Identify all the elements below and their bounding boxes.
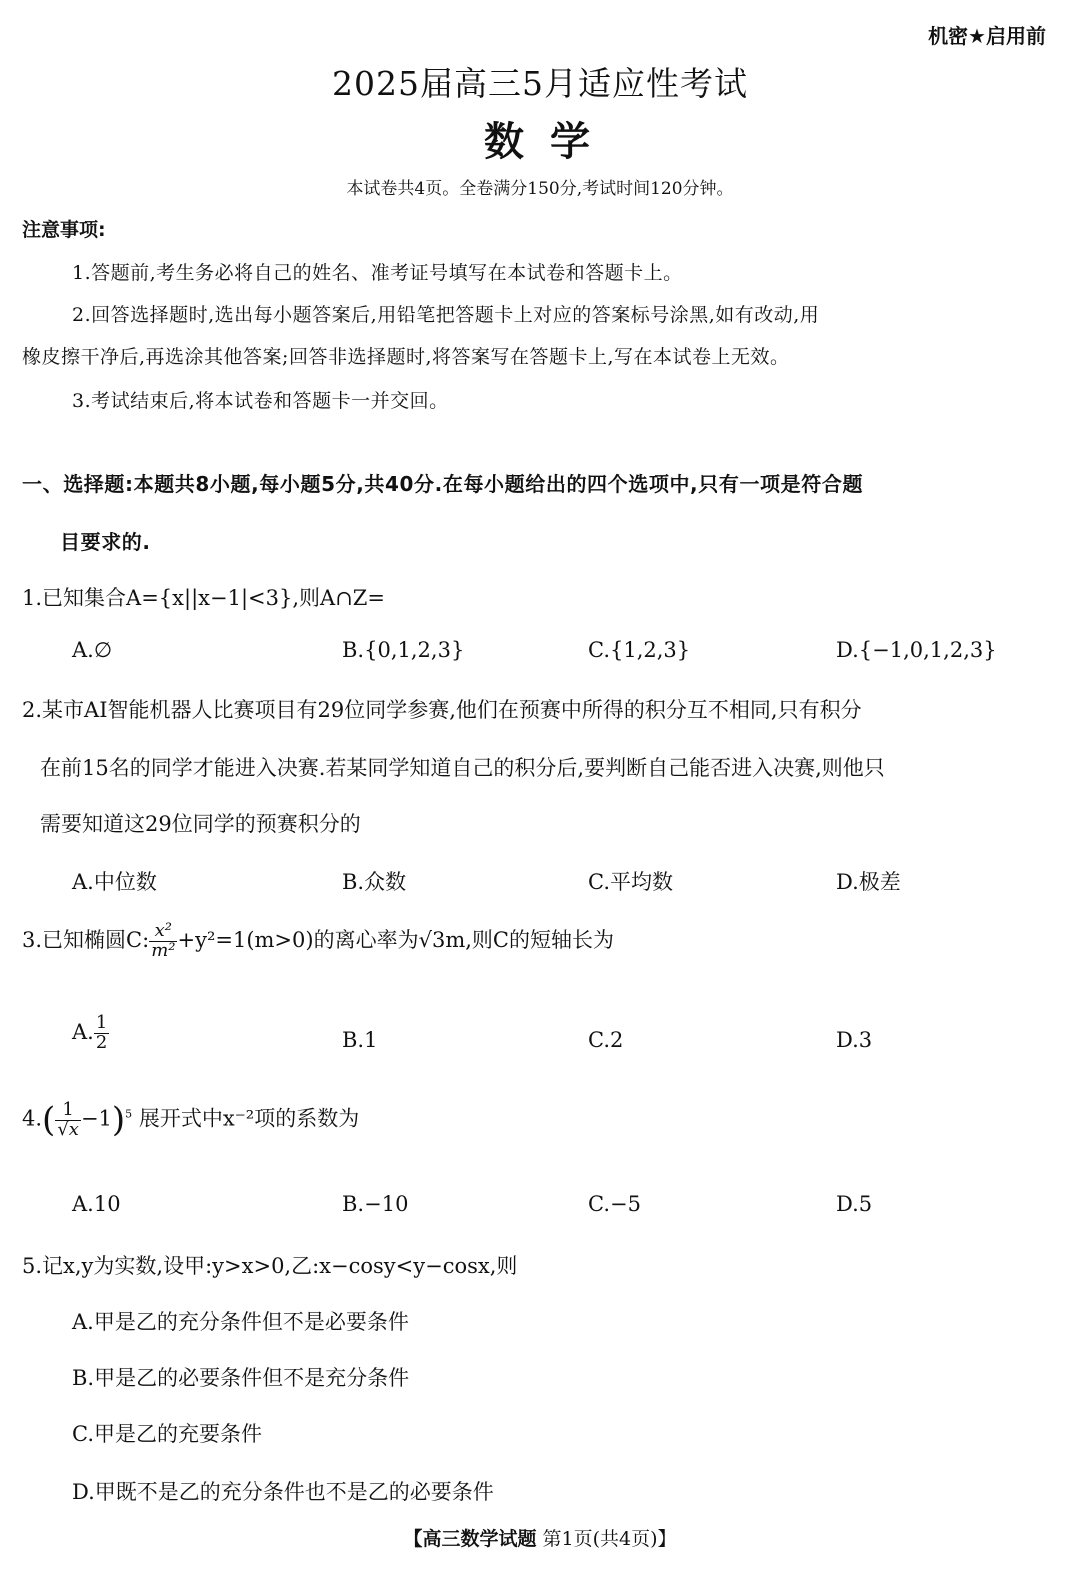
notes-heading: 注意事项: [22,219,106,241]
note-item-2-line-1: 2.回答选择题时,选出每小题答案后,用铅笔把答题卡上对应的答案标号涂黑,如有改动,用 [72,304,820,326]
question-4-option-d: D.5 [836,1192,873,1216]
question-4-option-c: C.−5 [588,1192,641,1216]
page-footer [0,1524,1080,1551]
question-3-stem [22,922,614,961]
question-5-option-a: A.甲是乙的充分条件但不是必要条件 [72,1310,409,1334]
footer-title: 【高三数学试题 [403,1528,537,1550]
confidential-mark: 机密★启用前 [928,24,1046,48]
question-5-option-d: D.甲既不是乙的充分条件也不是乙的必要条件 [72,1480,494,1504]
question-3-option-b: B.1 [342,1028,378,1052]
question-4-option-a: A.10 [72,1192,121,1216]
question-4-close-paren: ) [111,1100,126,1140]
question-4-suffix: 展开式中x⁻²项的系数为 [138,1106,360,1131]
question-4-inner-tail: −1 [80,1106,112,1131]
question-3-option-c: C.2 [588,1028,624,1052]
note-item-1: 1.答题前,考生务必将自己的姓名、准考证号填写在本试卷和答题卡上。 [72,262,683,284]
question-4-option-b: B.−10 [342,1192,409,1216]
question-4-fraction [55,1098,81,1140]
question-3-option-a-fraction [94,1014,109,1053]
question-4-prefix: 4. [22,1106,43,1131]
note-item-2-line-2: 橡皮擦干净后,再选涂其他答案;回答非选择题时,将答案写在答题卡上,写在本试卷上无效。 [22,346,790,368]
question-4-open-paren: ( [42,1100,56,1140]
question-3-suffix: +y²=1(m>0)的离心率为√3m,则C的短轴长为 [177,927,614,952]
question-3-option-a-den: 2 [95,1031,108,1053]
question-4-stem [22,1100,359,1140]
section-heading-line-2: 目要求的. [60,530,151,554]
question-4-frac-num: 1 [55,1101,81,1121]
question-2-line-2: 在前15名的同学才能进入决赛.若某同学知道自己的积分后,要判断自己能否进入决赛,则他只 [40,756,885,780]
question-2-option-d: D.极差 [836,870,901,894]
question-5-option-b: B.甲是乙的必要条件但不是充分条件 [72,1366,410,1390]
question-3-fraction [149,922,177,961]
question-2-option-b: B.众数 [342,870,407,894]
question-3-option-a-num: 1 [95,1012,108,1033]
question-1-option-c: C.{1,2,3} [588,638,691,662]
question-1-option-b: B.{0,1,2,3} [342,638,465,662]
question-3-option-a-prefix: A. [72,1019,94,1044]
question-4-frac-den: √x [57,1118,79,1140]
question-5-option-c: C.甲是乙的充要条件 [72,1422,262,1446]
question-5-stem: 5.记x,y为实数,设甲:y>x>0,乙:x−cosy<y−cosx,则 [22,1254,518,1278]
question-3-frac-den: m² [151,939,176,961]
paper-info: 本试卷共4页。全卷满分150分,考试时间120分钟。 [346,179,734,199]
question-2-line-1: 2.某市AI智能机器人比赛项目有29位同学参赛,他们在预赛中所得的积分互不相同,只有积分 [22,698,862,722]
question-2-line-3: 需要知道这29位同学的预赛积分的 [40,812,361,836]
subject-title: 数 学 [484,119,596,165]
note-item-3: 3.考试结束后,将本试卷和答题卡一并交回。 [72,390,449,412]
question-3-frac-num: x² [149,922,177,942]
question-2-option-c: C.平均数 [588,870,673,894]
footer-page-number: 第1页(共4页)】 [542,1528,677,1550]
question-1-option-a: A.∅ [72,638,113,662]
question-1-option-d: D.{−1,0,1,2,3} [836,638,997,662]
question-3-option-d: D.3 [836,1028,873,1052]
section-heading-line-1: 一、选择题:本题共8小题,每小题5分,共40分.在每小题给出的四个选项中,只有一项是符合题 [22,472,864,496]
exam-title: 2025届高三5月适应性考试 [332,64,748,103]
question-4-exponent: 5 [125,1107,133,1121]
question-1-stem: 1.已知集合A={x||x−1|<3},则A∩Z= [22,586,385,610]
question-3-option-a [72,1014,109,1053]
question-2-option-a: A.中位数 [72,870,157,894]
question-3-prefix: 3.已知椭圆C: [22,927,150,952]
